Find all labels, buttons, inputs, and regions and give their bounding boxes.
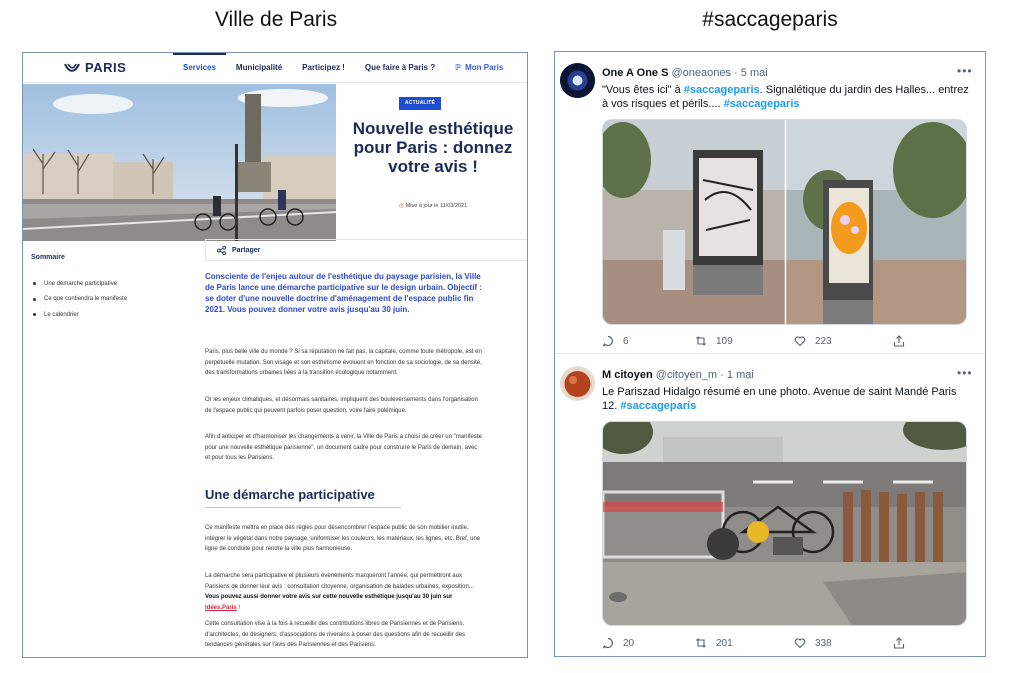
- article-paragraph: Afin d'anticiper et d'harmoniser les changements à venir, la Ville de Paris a choisi de créer un "manifeste pour une nouvelle esthétique parisienne", un document cadre pour construire le Paris de demain, avec et pour tous les Parisiens.: [205, 434, 482, 461]
- sommaire-title: Sommaire: [31, 254, 65, 261]
- share-label: Partager: [232, 247, 261, 254]
- share-divider: [205, 239, 206, 261]
- hashtag-link[interactable]: #saccageparis: [620, 400, 697, 412]
- sommaire-item-label: Ce que contiendra le manifeste: [44, 296, 128, 303]
- idees-paris-link[interactable]: idées.Paris: [205, 604, 237, 611]
- bullet-icon: [33, 298, 36, 301]
- article-paragraph: Ce manifeste mettra en place des règles pour désencombrer l'espace public de son mobilier inutile, intégrer le végétal dans notre paysage, uniformiser les couleurs, les matériaux, les lignes, etc. Bref, une ligne de conduite pour rendre la ville plus harmonieuse.: [205, 525, 481, 552]
- tweet-actions: [602, 335, 932, 349]
- retweet-button[interactable]: [695, 335, 733, 347]
- actualite-badge: ACTUALITÉ: [399, 97, 441, 110]
- retweet-icon: [695, 637, 707, 649]
- nav-que-faire[interactable]: Que faire à Paris ?: [364, 63, 436, 72]
- reply-count: 20: [623, 637, 635, 649]
- reply-button[interactable]: [602, 335, 629, 347]
- caption-ville-de-paris: Ville de Paris: [214, 8, 338, 31]
- avatar[interactable]: [560, 63, 595, 98]
- more-options-icon[interactable]: •••: [957, 64, 973, 78]
- article-paragraph: Cette consultation vise à la fois à recueillir des contributions libres de Parisiennes et de Parisiens, d'architectes, de designers, d'associations de riverains à poser des questions afin de recueillir des tendances générales sur l'avis des Parisiennes et des Parisiens.: [205, 621, 466, 648]
- paris-navbar: [23, 53, 527, 83]
- hero-photo-bastille: [23, 84, 336, 241]
- heart-icon: [794, 335, 806, 347]
- tweet-author-name[interactable]: M citoyen: [602, 369, 653, 381]
- tweet-handle[interactable]: @oneaones: [671, 67, 731, 79]
- article-intro: Consciente de l'enjeu autour de l'esthétique du paysage parisien, la Ville de Paris lance une démarche participative sur le design urbain. Objectif : se doter d'une nouvelle doctrine d'aménagement de l'espace public fin 2021. Vous pouvez donner votre avis jusqu'au 30 juin.: [205, 272, 482, 314]
- article-paragraph: Paris, plus belle ville du monde ? Si sa réputation ne fait pas, la capitale, comme toute métropole, est en perpétuelle mutation. Son visage et son esthétisme évoluent en fonction de sa sociologie, de sa densité, des transformations urbaines liées à la transition écologique notamment.: [205, 349, 482, 376]
- share-upload-icon: [893, 335, 905, 347]
- twitter-screenshot: [554, 51, 986, 657]
- tweet-header: [602, 369, 754, 381]
- like-button[interactable]: [794, 335, 832, 347]
- share-bar: [205, 239, 527, 261]
- more-options-icon[interactable]: •••: [957, 366, 973, 380]
- tweet-media-street[interactable]: [602, 421, 967, 626]
- retweet-icon: [695, 335, 707, 347]
- share-tweet-button[interactable]: [893, 637, 905, 649]
- article-paragraph: Or les enjeux climatiques, et désormais sanitaires, impliquent des bouleversements dans l'organisation de l'espace public qui peuvent parfois poser question, voire faire polémique.: [205, 397, 478, 414]
- reply-icon: [602, 637, 614, 649]
- sommaire-item-calendrier[interactable]: [31, 307, 201, 323]
- tweet-divider: [555, 353, 985, 354]
- like-count: 223: [815, 335, 832, 347]
- sommaire-item-demarche[interactable]: [31, 276, 201, 292]
- retweet-count: 109: [716, 335, 733, 347]
- caption-saccageparis: #saccageparis: [702, 8, 838, 31]
- retweet-button[interactable]: [695, 637, 733, 649]
- like-count: 338: [815, 637, 832, 649]
- article-paragraph-participative: [205, 571, 483, 613]
- like-button[interactable]: [794, 637, 832, 649]
- paris-website-screenshot: [22, 52, 528, 658]
- share-icon: [217, 246, 226, 255]
- tweet-actions: [602, 637, 932, 651]
- bullet-icon: [33, 282, 36, 285]
- reply-icon: [602, 335, 614, 347]
- tweet-text: [602, 83, 972, 111]
- hashtag-link[interactable]: #saccageparis: [683, 84, 760, 96]
- update-date-text: Mise à jour le 11/03/2021: [405, 203, 468, 209]
- avatar[interactable]: [560, 366, 595, 401]
- nav-services[interactable]: Services: [173, 53, 226, 83]
- sommaire-item-manifeste[interactable]: [31, 292, 201, 308]
- tweet-text: [602, 385, 972, 413]
- participative-end: !: [236, 604, 241, 611]
- tweet-text-part: "Vous êtes ici" à: [602, 84, 684, 96]
- reply-count: 6: [623, 335, 629, 347]
- paris-logo-text: PARIS: [85, 60, 127, 75]
- nav-mon-paris[interactable]: [445, 53, 513, 83]
- heart-icon: [794, 637, 806, 649]
- section-divider: [205, 507, 401, 508]
- tweet-handle[interactable]: @citoyen_m: [655, 369, 718, 381]
- clock-icon: ◷: [398, 203, 404, 209]
- tweet-author-name[interactable]: One A One S: [602, 67, 669, 79]
- tweet-separator: ·: [734, 67, 738, 79]
- tweet-date[interactable]: 5 mai: [740, 67, 768, 79]
- tweet-date[interactable]: 1 mai: [726, 369, 754, 381]
- sommaire-list: [31, 276, 201, 323]
- user-icon: ℙ: [455, 63, 462, 72]
- tweet-header: [602, 67, 768, 79]
- participative-text: La démarche sera participative et plusieurs évènements marqueront l'année, qui permettront aux Parisiens de donner leur avis : consultation citoyenne, organisation de balades urbaines, exposition...: [205, 573, 474, 590]
- tweet-text-part: . Signalétique du jardin des Halles... entrez à vos risques et périls....: [602, 84, 969, 110]
- sommaire-item-label: Une démarche participative: [44, 280, 118, 287]
- tweet-media-signage[interactable]: [602, 119, 967, 325]
- participative-strong: Vous pouvez aussi donner votre avis sur cette nouvelle esthétique jusqu'au 30 juin sur: [205, 594, 453, 600]
- share-tweet-button[interactable]: [893, 335, 905, 347]
- article-title: Nouvelle esthétique pour Paris : donnez votre avis !: [352, 119, 514, 176]
- share-upload-icon: [893, 637, 905, 649]
- nav-mon-paris-label: Mon Paris: [465, 63, 504, 72]
- tweet-separator: ·: [720, 369, 724, 381]
- bullet-icon: [33, 313, 36, 316]
- sommaire-item-label: Le calendrier: [44, 311, 79, 318]
- retweet-count: 201: [716, 637, 733, 649]
- paris-logo[interactable]: [63, 60, 126, 75]
- nav-municipalite[interactable]: Municipalité: [235, 63, 283, 72]
- paris-ship-logo-icon: [63, 61, 81, 75]
- update-date: [343, 203, 523, 209]
- hashtag-link[interactable]: #saccageparis: [723, 98, 800, 110]
- nav-participez[interactable]: Participez !: [302, 63, 345, 72]
- reply-button[interactable]: [602, 637, 634, 649]
- section-heading: Une démarche participative: [205, 487, 375, 502]
- tweet-text-part: Le Pariszad Hidalgo résumé en une photo. Avenue de saint Mandé Paris 12.: [602, 386, 957, 412]
- share-button[interactable]: [217, 246, 260, 255]
